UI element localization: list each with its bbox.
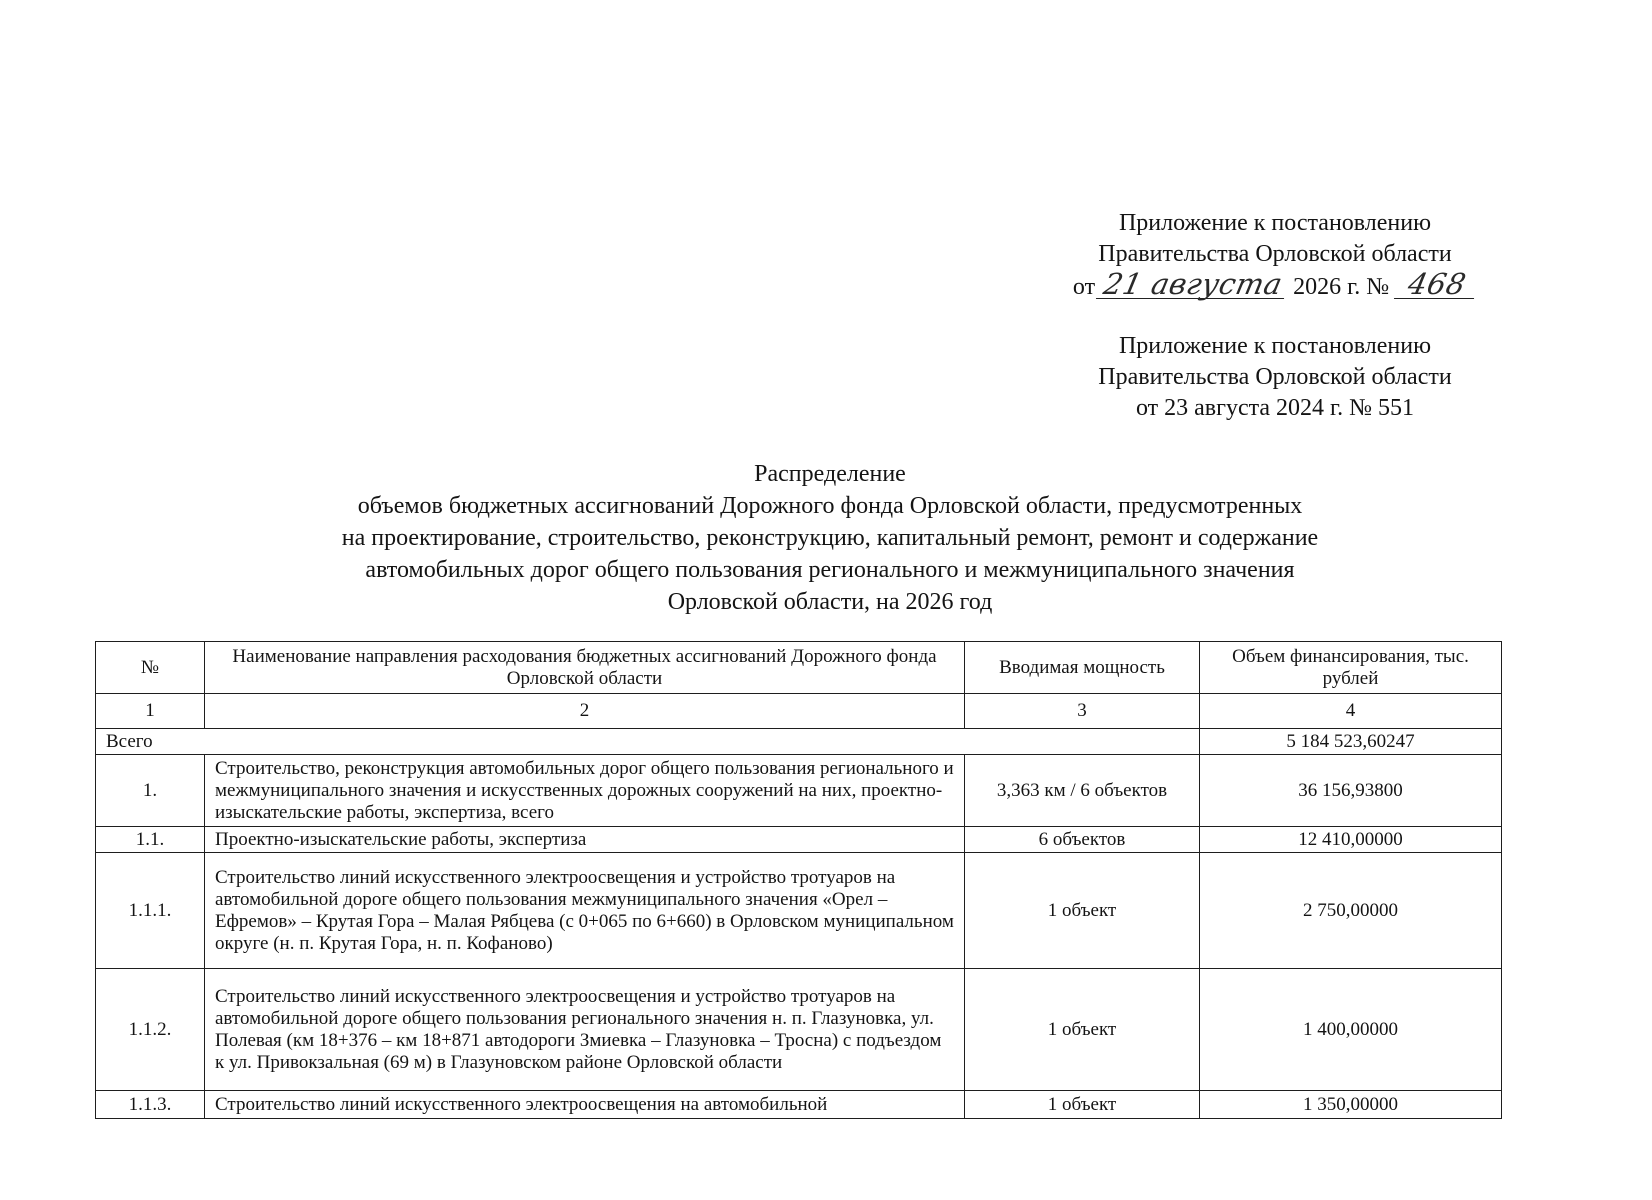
- title-line5: Орловской области, на 2026 год: [667, 589, 993, 615]
- row-name: Строительство, реконструкция автомобильных дорог общего пользования регионального и межмуниципального значения и искусственных дорожных сооружений на них, проектно-изыскательские работы, экспертиза, всего: [205, 755, 965, 827]
- column-number-3: 3: [965, 694, 1200, 729]
- title-line4: автомобильных дорог общего пользования регионального и межмуниципального значения: [365, 557, 1295, 583]
- appendix-current-decree: [1050, 267, 1500, 303]
- row-number: 1.1.: [96, 827, 205, 853]
- row-amount: 12 410,00000: [1200, 827, 1502, 853]
- table-row: [96, 969, 1502, 1091]
- appendix-previous-line2: Правительства Орловской области: [1098, 364, 1452, 390]
- handwritten-date: 21 августа: [1096, 270, 1290, 299]
- total-label: Всего: [96, 729, 1200, 755]
- row-number: 1.1.1.: [96, 853, 205, 969]
- row-name: Строительство линий искусственного электроосвещения и устройство тротуаров на автомобильной дороге общего пользования регионального значения н. п. Глазуновка, ул. Полевая (км 18+376 – км 18+871 автодороги Змиевка – Глазуновка – Тросна) с подъездом к ул. Привокзальная (69 м) в Глазуновском районе Орловской области: [205, 969, 965, 1091]
- header-name: Наименование направления расходования бюджетных ассигнований Дорожного фонда Орловской области: [205, 642, 965, 694]
- table-row: [96, 755, 1502, 827]
- table-row: [96, 827, 1502, 853]
- title-line3: на проектирование, строительство, реконструкцию, капитальный ремонт, ремонт и содержание: [341, 525, 1319, 551]
- total-amount: 5 184 523,60247: [1200, 729, 1502, 755]
- row-amount: 1 350,00000: [1200, 1091, 1502, 1119]
- title-line2: объемов бюджетных ассигнований Дорожного фонда Орловской области, предусмотренных: [357, 493, 1303, 519]
- row-number: 1.1.3.: [96, 1091, 205, 1119]
- decree-year-label: 2026 г. №: [1293, 274, 1390, 300]
- row-amount: 1 400,00000: [1200, 969, 1502, 1091]
- appendix-current-line1: Приложение к постановлению: [1118, 210, 1432, 236]
- decree-from-label: от: [1072, 274, 1096, 300]
- row-amount: 2 750,00000: [1200, 853, 1502, 969]
- document-title: [200, 458, 1460, 618]
- row-name: Проектно-изыскательские работы, экспертиза: [205, 827, 965, 853]
- budget-table: [95, 641, 1502, 1119]
- row-capacity: 1 объект: [965, 853, 1200, 969]
- table-header-row: [96, 642, 1502, 694]
- appendix-previous-line1: Приложение к постановлению: [1118, 333, 1432, 359]
- header-capacity: Вводимая мощность: [965, 642, 1200, 694]
- row-number: 1.1.2.: [96, 969, 205, 1091]
- total-row: [96, 729, 1502, 755]
- row-capacity: 1 объект: [965, 1091, 1200, 1119]
- header-amount: Объем финансирования, тыс. рублей: [1200, 642, 1502, 694]
- table-row: [96, 853, 1502, 969]
- title-line1: Распределение: [754, 461, 906, 487]
- table-row: [96, 1091, 1502, 1119]
- column-number-4: 4: [1200, 694, 1502, 729]
- column-number-1: 1: [96, 694, 205, 729]
- appendix-previous: [1050, 331, 1500, 424]
- appendix-previous-line3: от 23 августа 2024 г. № 551: [1135, 395, 1415, 421]
- column-number-2: 2: [205, 694, 965, 729]
- row-name: Строительство линий искусственного электроосвещения и устройство тротуаров на автомобильной дороге общего пользования межмуниципального значения «Орел – Ефремов» – Крутая Гора – Малая Рябцева (с 0+065 по 6+660) в Орловском муниципальном округе (н. п. Крутая Гора, н. п. Кофаново): [205, 853, 965, 969]
- handwritten-number: 468: [1394, 270, 1480, 299]
- row-number: 1.: [96, 755, 205, 827]
- row-capacity: 3,363 км / 6 объектов: [965, 755, 1200, 827]
- appendix-current: [1050, 208, 1500, 303]
- appendix-current-line2: Правительства Орловской области: [1098, 241, 1452, 267]
- column-numbers-row: [96, 694, 1502, 729]
- row-amount: 36 156,93800: [1200, 755, 1502, 827]
- row-name: Строительство линий искусственного электроосвещения на автомобильной: [205, 1091, 965, 1119]
- header-number: №: [96, 642, 205, 694]
- row-capacity: 6 объектов: [965, 827, 1200, 853]
- row-capacity: 1 объект: [965, 969, 1200, 1091]
